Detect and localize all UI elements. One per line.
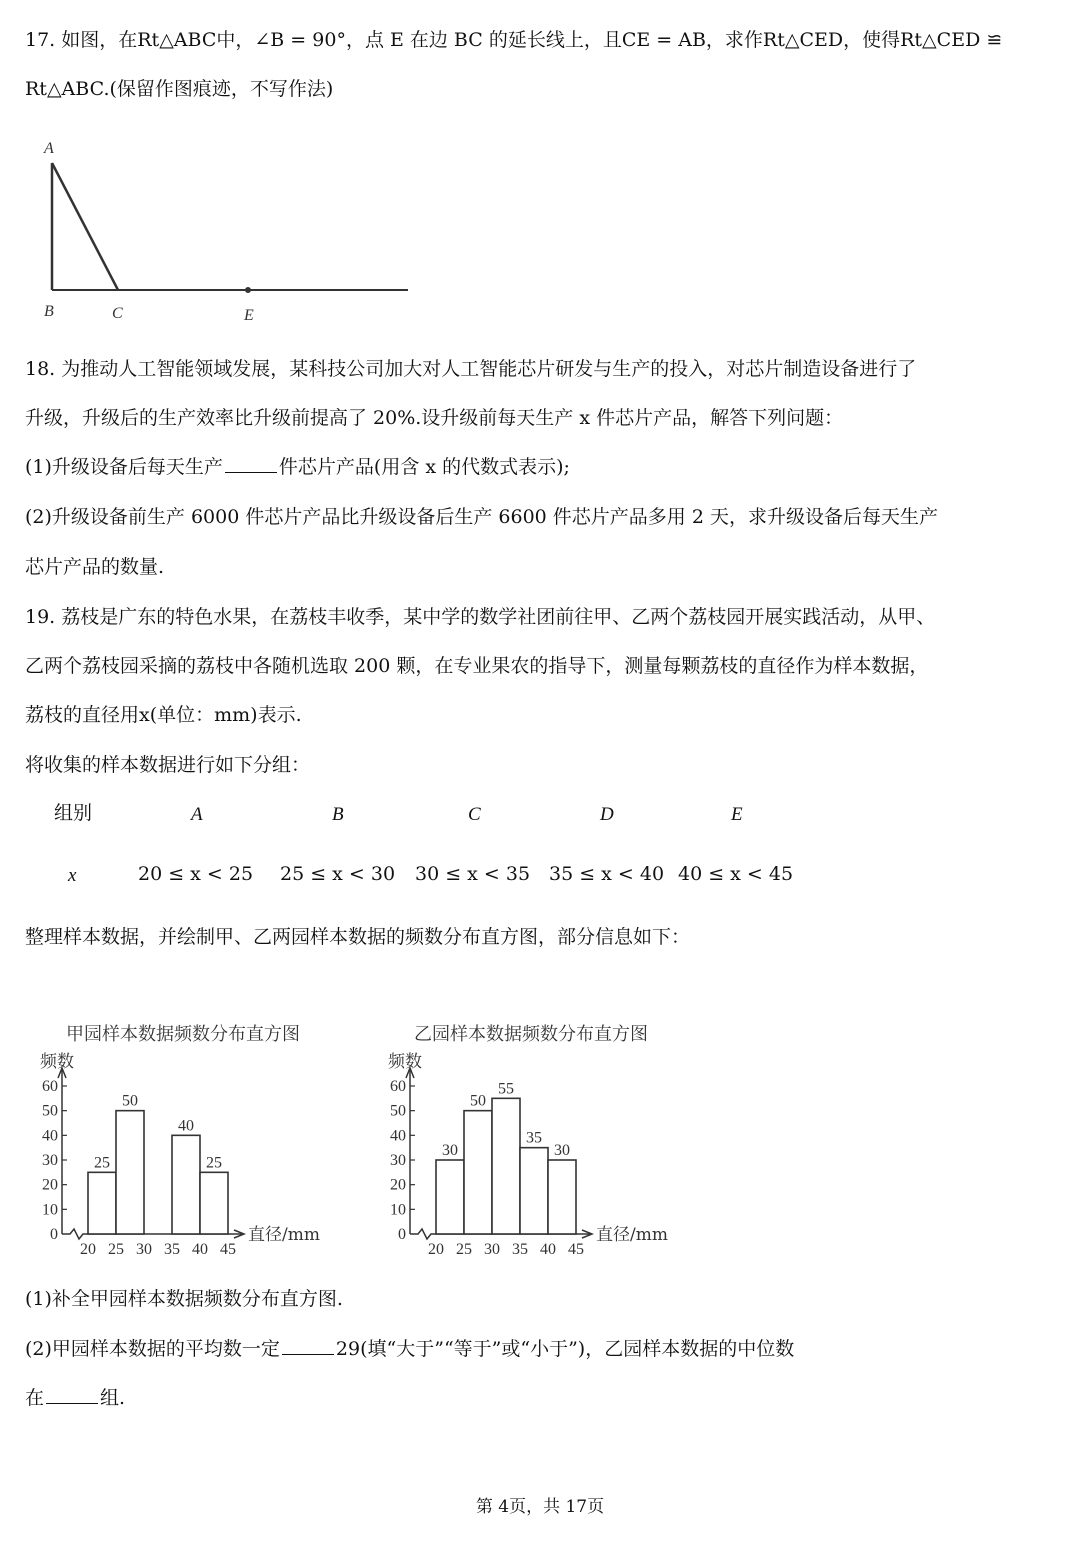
answer-blank[interactable] [46,1402,98,1404]
histogram-bar [116,1111,144,1234]
page-footer: 第 4页，共 17页 [475,1497,605,1517]
y-tick-label: 60 [390,1078,406,1095]
chart-title: 乙园样本数据频数分布直方图 [414,1024,648,1045]
table-range-b: 25 ≤ x < 30 [280,863,396,885]
bar-value-label: 40 [178,1117,194,1135]
bar-value-label: 30 [554,1142,570,1159]
table-group-e: E [731,804,743,825]
yi-histogram [378,1020,698,1270]
q18-line2: 升级，升级后的生产效率比升级前提高了 20%.设升级前每天生产 x 件芯片产品，解答下列问题： [25,407,844,429]
bar-value-label: 50 [122,1092,138,1110]
q19-line4: 将收集的样本数据进行如下分组： [25,754,311,776]
y-tick-label: 60 [42,1078,58,1095]
histogram-bar [436,1160,464,1234]
histogram-bar [492,1098,520,1234]
y-axis-label: 频数 [388,1052,422,1072]
label-c: C [112,305,123,322]
x-tick-label: 25 [108,1241,124,1258]
q18-part2-line2: 芯片产品的数量. [25,556,165,578]
x-tick-label: 45 [220,1241,236,1258]
q19-line5: 整理样本数据，并绘制甲、乙两园样本数据的频数分布直方图，部分信息如下： [25,926,691,948]
triangle-figure [30,128,420,328]
q19-line1: 19. 荔枝是广东的特色水果，在荔枝丰收季，某中学的数学社团前往甲、乙两个荔枝园开展实践活动，从甲、 [25,606,936,628]
histogram-bar [548,1160,576,1234]
table-row-label: x [68,865,77,886]
y-tick-label: 30 [390,1152,406,1169]
q19-part1: (1)补全甲园样本数据频数分布直方图. [25,1288,343,1310]
y-tick-label: 20 [42,1176,58,1194]
q19-line3: 荔枝的直径用x(单位：mm)表示. [25,704,302,726]
answer-blank[interactable] [282,1353,334,1355]
y-tick-label: 30 [42,1152,58,1169]
y-axis-label: 频数 [40,1052,74,1072]
point-e [245,287,251,293]
q19-part2 [25,1340,794,1359]
q18-line1: 18. 为推动人工智能领域发展，某科技公司加大对人工智能芯片研发与生产的投入，对芯片制造设备进行了 [25,358,917,380]
q19-part2-before: (2)甲园样本数据的平均数一定 [25,1338,280,1360]
x-tick-label: 40 [540,1241,556,1258]
q17-line2: Rt△ABC.(保留作图痕迹，不写作法) [25,78,334,100]
q19-part2-line2 [25,1389,125,1408]
q17-line1: 17. 如图，在Rt△ABC中，∠B = 90°，点 E 在边 BC 的延长线上，且CE = AB，求作Rt△CED，使得Rt△CED ≌ [25,29,1003,51]
jia-histogram [30,1020,350,1270]
y-tick-label: 10 [42,1201,58,1219]
q18-part2-line1: (2)升级设备前生产 6000 件芯片产品比升级设备后生产 6600 件芯片产品多用 2 天，求升级设备后每天生产 [25,506,938,528]
x-tick-label: 30 [136,1241,152,1258]
q19-part2-line2-after: 组. [100,1387,126,1409]
table-range-a: 20 ≤ x < 25 [138,863,254,885]
y-tick-label: 20 [390,1176,406,1194]
y-tick-label: 50 [42,1102,58,1120]
chart-title: 甲园样本数据频数分布直方图 [66,1024,300,1045]
y-tick-label: 0 [398,1226,406,1243]
q19-part2-after: 29(填“大于”“等于”或“小于”)，乙园样本数据的中位数 [335,1338,795,1360]
x-tick-label: 35 [512,1241,528,1258]
histogram-bar [520,1148,548,1234]
answer-blank[interactable] [225,471,277,473]
table-range-c: 30 ≤ x < 35 [415,863,531,885]
x-tick-label: 35 [164,1241,180,1258]
x-tick-label: 30 [484,1241,500,1258]
x-axis-label: 直径/mm [248,1225,320,1245]
x-axis-label: 直径/mm [596,1225,668,1245]
x-tick-label: 20 [428,1241,444,1258]
y-tick-label: 40 [390,1127,406,1145]
table-group-d: D [600,804,614,825]
x-tick-label: 40 [192,1241,208,1258]
q18-part1-after: 件芯片产品(用含 x 的代数式表示); [278,456,570,478]
y-tick-label: 10 [390,1201,406,1219]
bar-value-label: 35 [526,1129,542,1147]
table-range-d: 35 ≤ x < 40 [549,863,665,885]
bar-value-label: 25 [206,1154,222,1172]
x-tick-label: 45 [568,1241,584,1258]
bar-value-label: 25 [94,1154,110,1172]
bar-value-label: 55 [498,1080,514,1098]
bar-value-label: 30 [442,1142,458,1159]
x-tick-label: 20 [80,1241,96,1258]
q19-part2-line2-before: 在 [25,1387,45,1409]
label-e: E [244,307,254,324]
table-group-a: A [191,804,203,825]
label-a: A [44,140,54,157]
histogram-bar [172,1135,200,1234]
y-tick-label: 40 [42,1127,58,1145]
label-b: B [44,303,54,320]
segment-ac [52,163,118,290]
histogram-bar [464,1111,492,1234]
q18-part1-before: (1)升级设备后每天生产 [25,456,223,478]
table-group-b: B [332,804,344,825]
q18-part1 [25,458,570,477]
y-tick-label: 0 [50,1226,58,1243]
histogram-bar [88,1172,116,1234]
table-group-c: C [468,804,481,825]
q19-line2: 乙两个荔枝园采摘的荔枝中各随机选取 200 颗，在专业果农的指导下，测量每颗荔枝的直径作为样本数据， [25,655,929,677]
y-tick-label: 50 [390,1102,406,1120]
x-tick-label: 25 [456,1241,472,1258]
table-header-label: 组别 [54,802,93,824]
histogram-bar [200,1172,228,1234]
bar-value-label: 50 [470,1092,486,1110]
table-range-e: 40 ≤ x < 45 [678,863,794,885]
